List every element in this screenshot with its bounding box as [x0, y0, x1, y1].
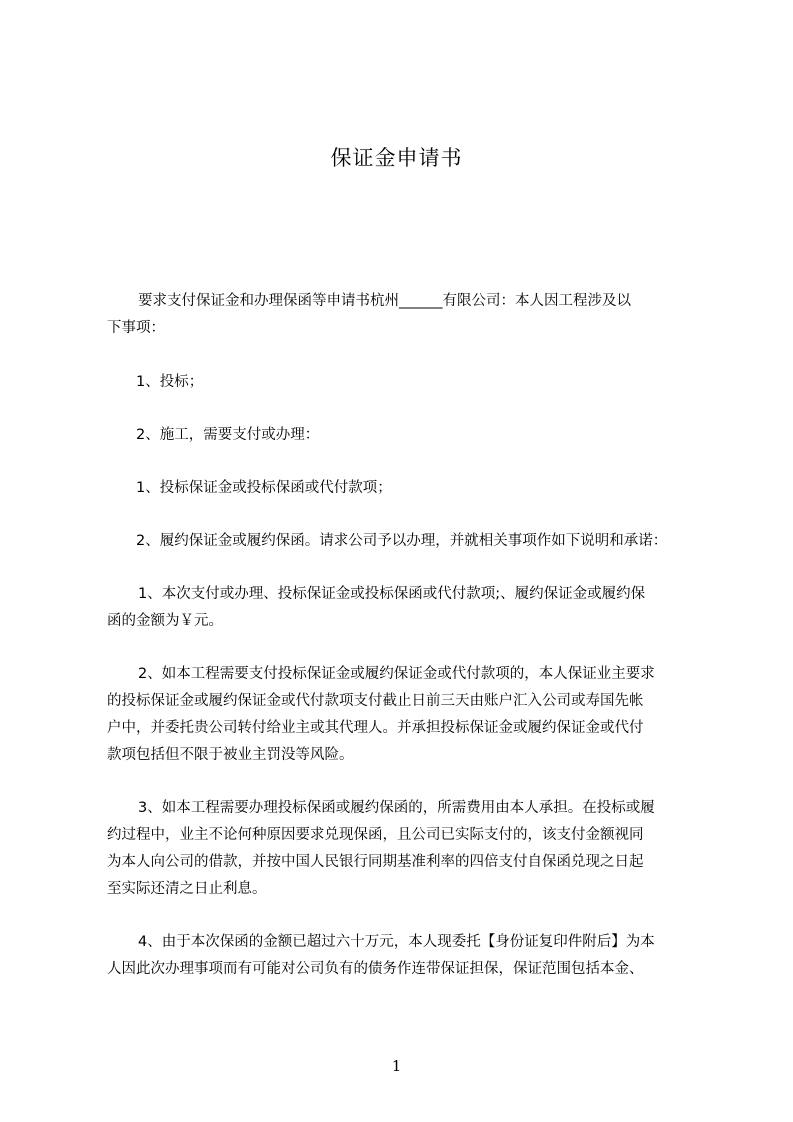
clause-line: 人因此次办理事项而有可能对公司负有的债务作连带保证担保，保证范围包括本金、	[107, 961, 644, 977]
clause-line: 户中，并委托贵公司转付给业主或其代理人。并承担投标保证金或履约保证金或代付	[107, 720, 644, 736]
clause-line: 为本人向公司的借款，并按中国人民银行同期基准利率的四倍支付自保函兑现之日起	[107, 854, 644, 870]
clause-line: 3、如本工程需要办理投标保函或履约保函的，所需费用由本人承担。在投标或履	[138, 800, 655, 816]
subitem-1: 1、投标保证金或投标保函或代付款项；	[136, 480, 392, 496]
clause-line: 的投标保证金或履约保证金或代付款项支付截止日前三天由账户汇入公司或寿国先帐	[107, 693, 644, 709]
clause-line: 2、如本工程需要支付投标保证金或履约保证金或代付款项的，本人保证业主要求	[138, 666, 655, 682]
intro-line: 下事项：	[107, 320, 165, 336]
clause-line: 至实际还清之日止利息。	[107, 881, 267, 897]
clause-line: 款项包括但不限于被业主罚没等风险。	[107, 747, 354, 763]
clause-line: 4、由于本次保函的金额已超过六十万元，本人现委托【身份证复印件附后】为本	[138, 934, 655, 950]
document-title: 保证金申请书	[330, 146, 463, 170]
page-number: 1	[391, 1057, 402, 1075]
intro-line: 要求支付保证金和办理保函等申请书杭州______有限公司：本人因工程涉及以	[138, 293, 631, 309]
clause-line: 函的金额为￥元。	[107, 613, 223, 629]
clause-line: 1、本次支付或办理、投标保证金或投标保函或代付款项;、履约保证金或履约保	[138, 586, 646, 602]
item-1: 1、投标；	[136, 374, 204, 390]
item-2: 2、施工，需要支付或办理：	[136, 427, 320, 443]
subitem-2: 2、履约保证金或履约保函。请求公司予以办理，并就相关事项作如下说明和承诺：	[136, 533, 668, 549]
clause-line: 约过程中，业主不论何种原因要求兑现保函，且公司已实际支付的，该支付金额视同	[107, 827, 644, 843]
